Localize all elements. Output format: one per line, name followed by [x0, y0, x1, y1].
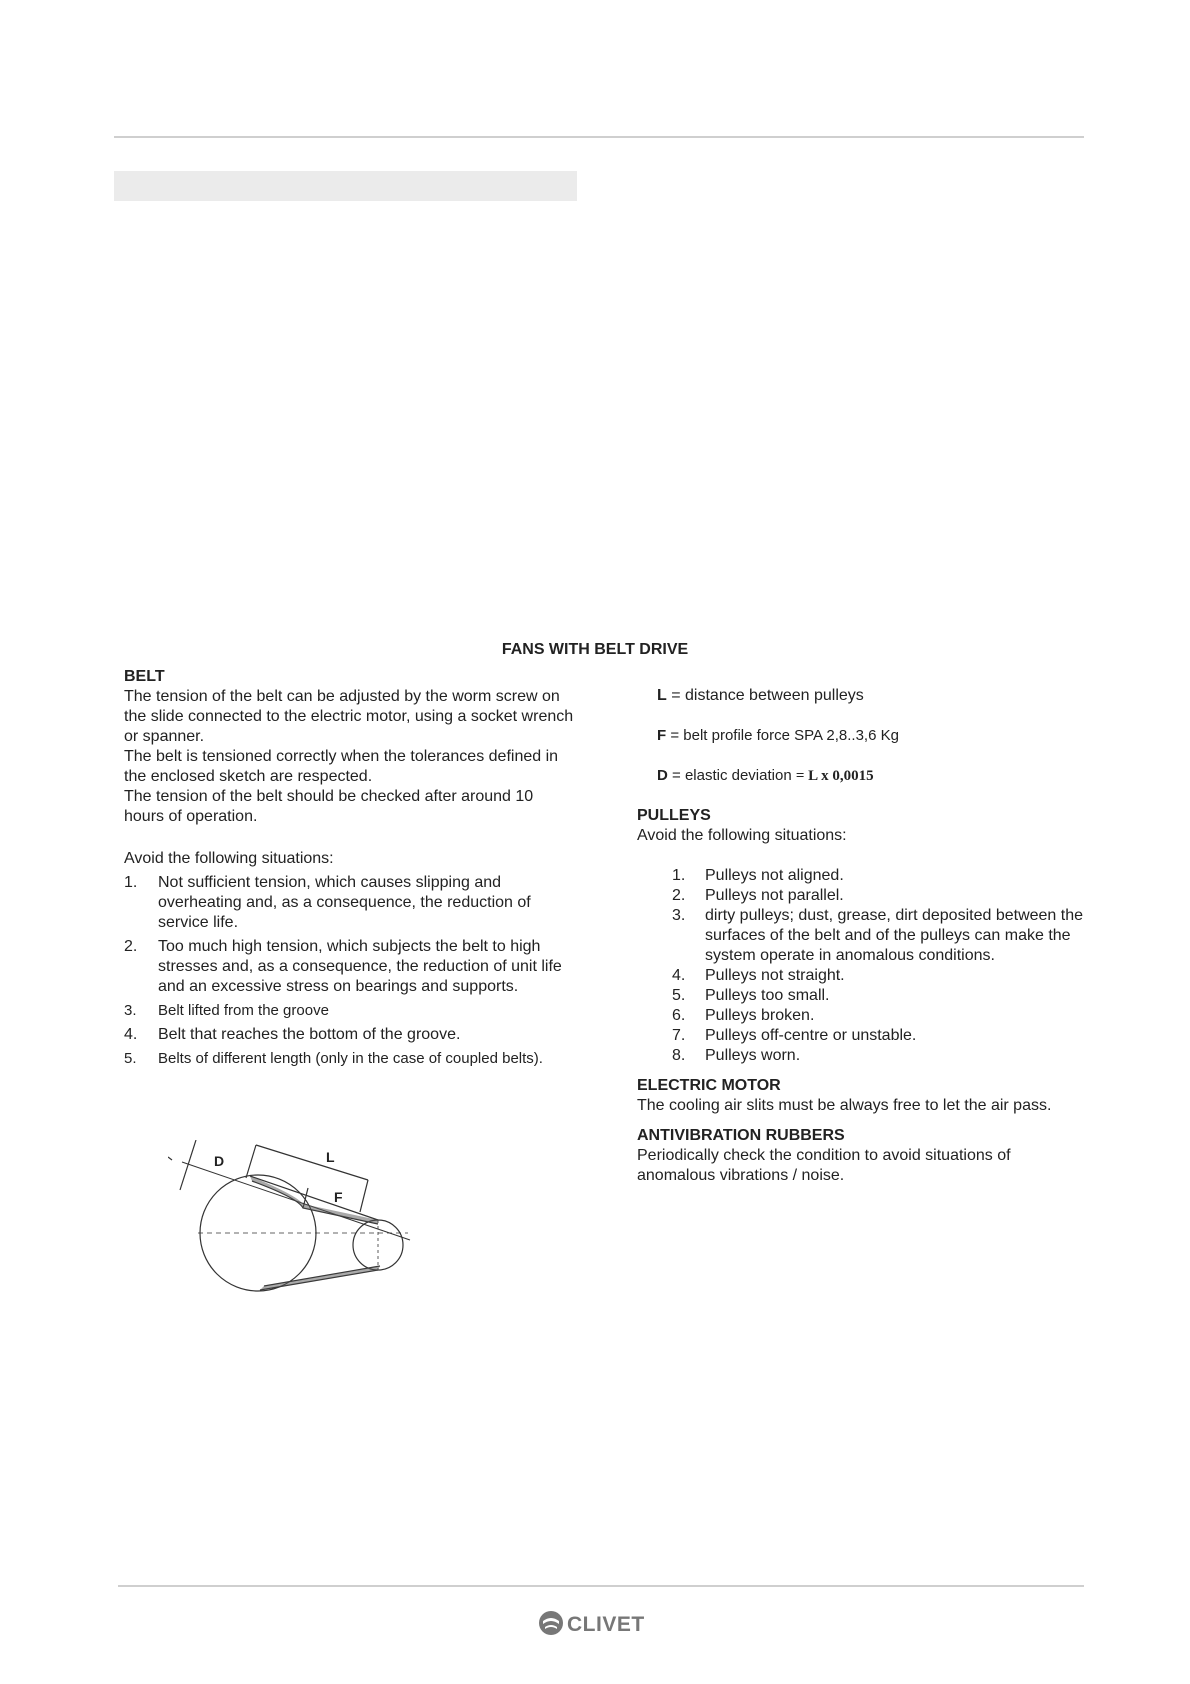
pulleys-heading: PULLEYS	[637, 807, 711, 824]
bottom-rule	[118, 1585, 1084, 1587]
list-item: 4. Belt that reaches the bottom of the groove.	[124, 1026, 461, 1043]
list-item: 3. Belt lifted from the groove	[124, 1002, 329, 1019]
pulleys-column	[637, 686, 1087, 1186]
list-item: 2. Pulleys not parallel.	[672, 887, 844, 904]
list-item: 6. Pulleys broken.	[672, 1007, 815, 1024]
list-item: 5. Pulleys too small.	[672, 987, 830, 1004]
label-f: F	[334, 1189, 343, 1205]
belt-tension-diagram	[168, 1140, 418, 1292]
list-item: 2. Too much high tension, which subjects the belt to high stresses and, as a consequence, the reduction of unit life and an excessive stress on bearings and supports.	[124, 938, 562, 995]
header-band	[114, 171, 577, 201]
pulleys-list	[637, 866, 1087, 1066]
section-title: FANS WITH BELT DRIVE	[501, 641, 689, 658]
list-item: 1. Not sufficient tension, which causes slipping and overheating and, as a consequence, the reduction of service life.	[124, 874, 531, 931]
belt-avoid-intro: Avoid the following situations:	[124, 850, 334, 867]
rubbers-heading: ANTIVIBRATION RUBBERS	[637, 1127, 845, 1144]
list-item: 7. Pulleys off-centre or unstable.	[672, 1027, 917, 1044]
belt-paragraph-2: The belt is tensioned correctly when the tolerances defined in the enclosed sketch are respected.	[124, 748, 559, 785]
top-rule	[114, 136, 1084, 138]
list-item: 3. dirty pulleys; dust, grease, dirt deposited between the surfaces of the belt and of the pulleys can make the system operate in anomalous conditions.	[672, 907, 1083, 964]
formula-l: L = distance between pulleys	[657, 687, 864, 704]
belt-paragraph-3: The tension of the belt should be checked after around 10 hours of operation.	[124, 788, 534, 825]
list-item: 5. Belts of different length (only in the case of coupled belts).	[124, 1050, 543, 1067]
list-item: 1. Pulleys not aligned.	[672, 867, 844, 884]
belt-paragraph-1: The tension of the belt can be adjusted by the worm screw on the slide connected to the electric motor, using a socket wrench or spanner.	[124, 688, 574, 745]
motor-heading: ELECTRIC MOTOR	[637, 1077, 781, 1094]
list-item: 8. Pulleys worn.	[672, 1047, 801, 1064]
clivet-logo	[538, 1610, 663, 1636]
motor-text: The cooling air slits must be always free to let the air pass.	[637, 1097, 1052, 1114]
belt-avoid-list	[124, 873, 574, 1069]
list-item: 4. Pulleys not straight.	[672, 967, 845, 984]
formula-d: D = elastic deviation = L x 0,0015	[657, 767, 874, 784]
pulleys-intro: Avoid the following situations:	[637, 827, 847, 844]
logo-text: CLIVET	[567, 1613, 645, 1636]
formula-f: F = belt profile force SPA 2,8..3,6 Kg	[657, 727, 899, 744]
label-d: D	[214, 1153, 225, 1169]
rubbers-text: Periodically check the condition to avoid situations of anomalous vibrations / noise.	[637, 1147, 1011, 1184]
belt-column	[124, 667, 574, 1073]
belt-heading: BELT	[124, 668, 165, 685]
label-l: L	[326, 1149, 335, 1165]
